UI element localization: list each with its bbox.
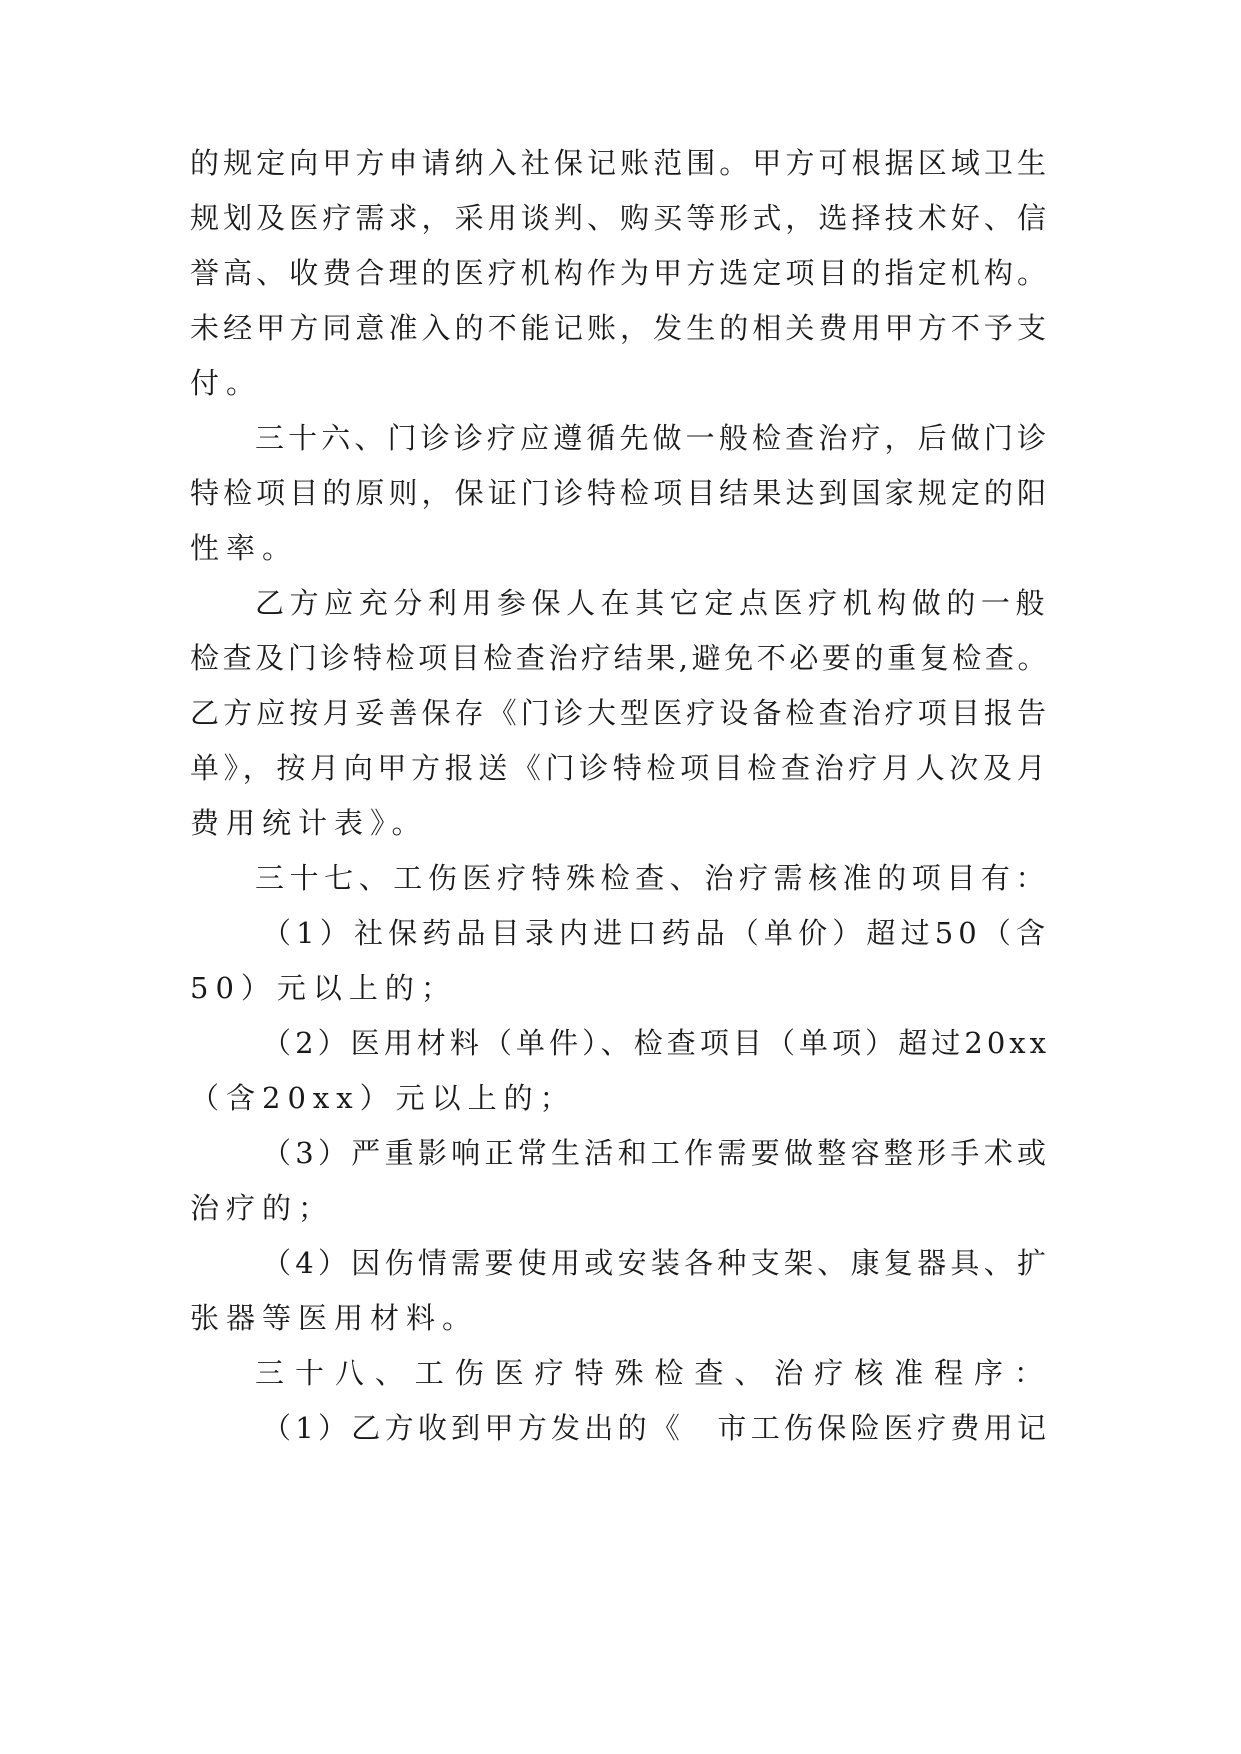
text-line: 未经甲方同意准入的不能记账，发生的相关费用甲方不予支 (190, 311, 1050, 345)
text-line: （3）严重影响正常生活和工作需要做整容整形手术或 (262, 1136, 1050, 1170)
text-line: 检查及门诊特检项目检查治疗结果,避免不必要的重复检查。 (190, 641, 1050, 675)
text-line: （2）医用材料（单件）、检查项目（单项）超过20xx (262, 1026, 1050, 1060)
text-line: 治疗的； (190, 1191, 335, 1225)
text-line: 的规定向甲方申请纳入社保记账范围。甲方可根据区域卫生 (190, 146, 1050, 180)
text-line: 乙方应按月妥善保存《门诊大型医疗设备检查治疗项目报告 (190, 696, 1050, 730)
text-line: 性率。 (190, 531, 299, 565)
text-line: （含20xx）元以上的； (190, 1081, 576, 1115)
text-line: 三十七、工伤医疗特殊检查、治疗需核准的项目有： (255, 861, 1050, 895)
text-line: 张器等医用材料。 (190, 1301, 479, 1335)
text-line: 乙方应充分利用参保人在其它定点医疗机构做的一般 (255, 586, 1050, 620)
text-line: 誉高、收费合理的医疗机构作为甲方选定项目的指定机构。 (190, 256, 1050, 290)
text-line: （4）因伤情需要使用或安装各种支架、康复器具、扩 (262, 1246, 1050, 1280)
text-line: 特检项目的原则，保证门诊特检项目结果达到国家规定的阳 (190, 476, 1050, 510)
text-line: 费用统计表》。 (190, 806, 428, 840)
text-line: 付。 (190, 366, 263, 400)
text-line: （1）乙方收到甲方发出的《 市工伤保险医疗费用记 (262, 1411, 1050, 1445)
text-line: 三十八、工伤医疗特殊检查、治疗核准程序： (255, 1356, 1050, 1390)
text-line: 三十六、门诊诊疗应遵循先做一般检查治疗，后做门诊 (255, 421, 1050, 455)
text-line: 50）元以上的； (190, 971, 457, 1005)
text-line: （1）社保药品目录内进口药品（单价）超过50（含 (262, 916, 1050, 950)
text-line: 规划及医疗需求，采用谈判、购买等形式，选择技术好、信 (190, 201, 1050, 235)
text-line: 单》，按月向甲方报送《门诊特检项目检查治疗月人次及月 (190, 751, 1050, 785)
